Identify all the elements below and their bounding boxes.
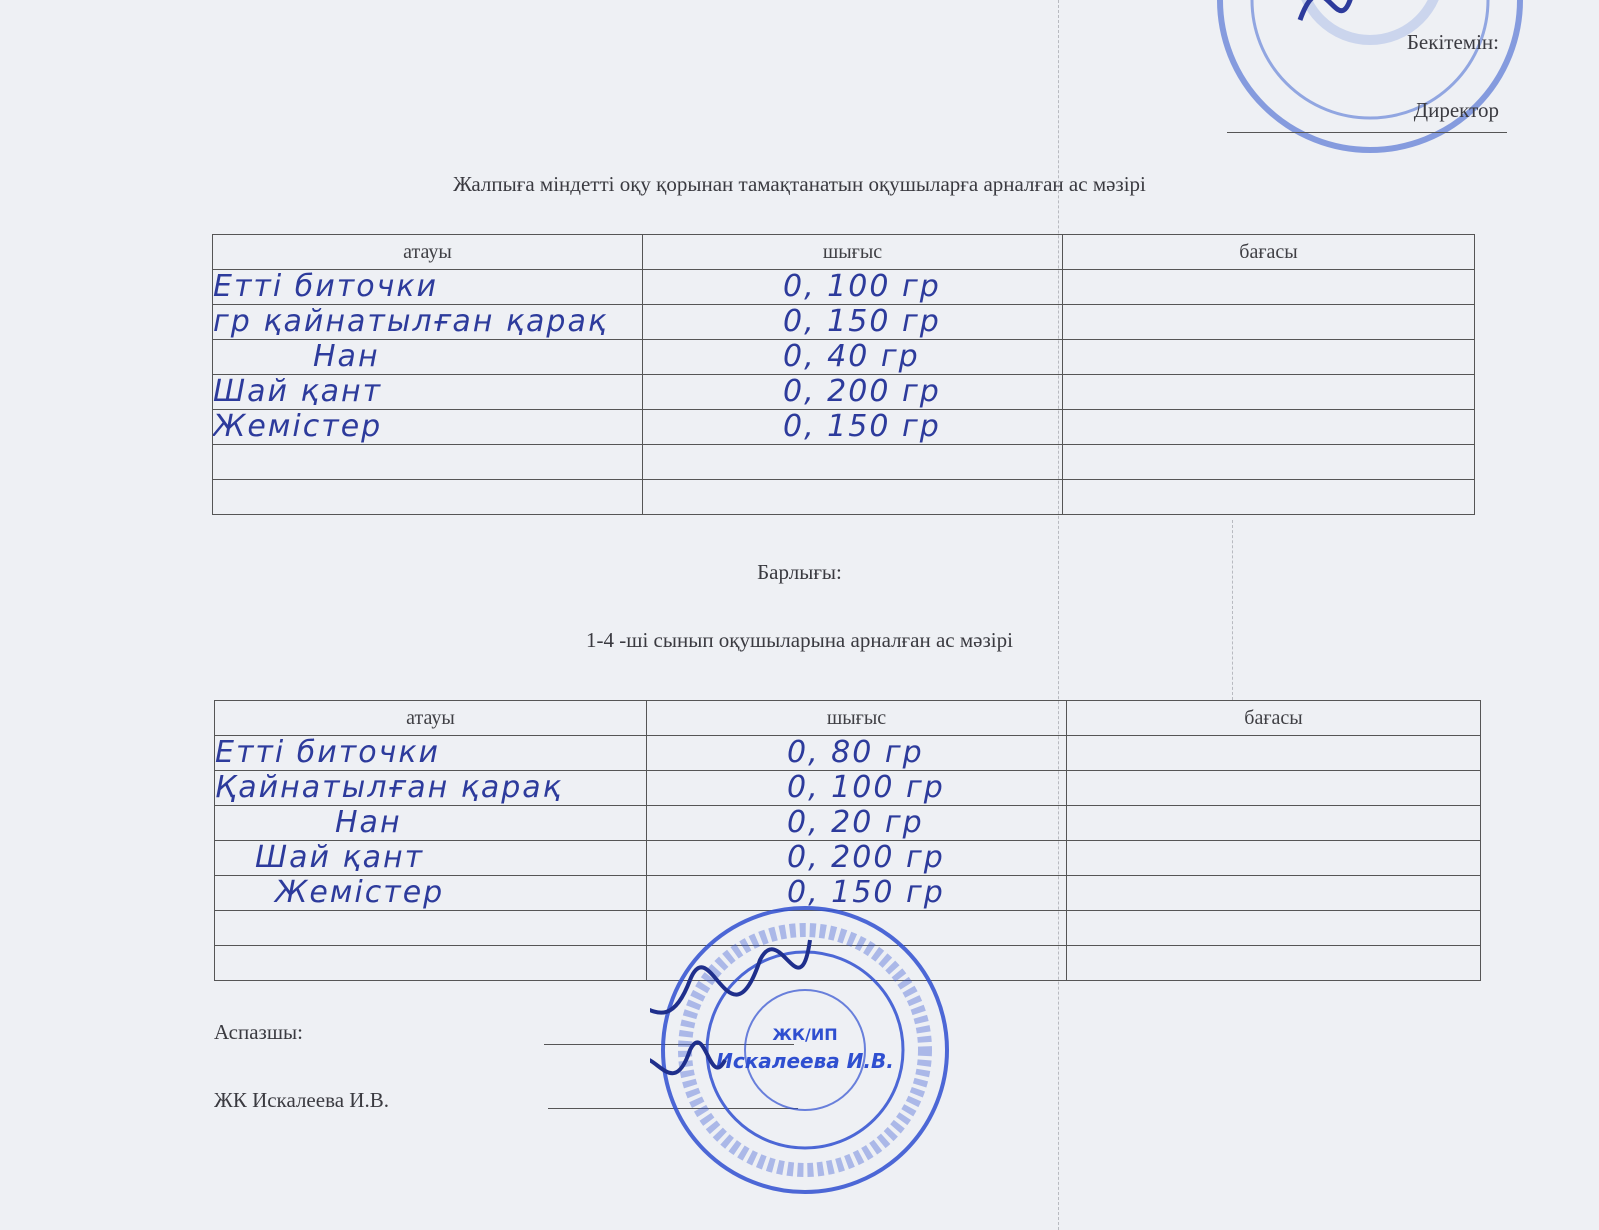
dish-name xyxy=(215,911,647,946)
dish-price xyxy=(1067,841,1481,876)
copy-streak xyxy=(1232,520,1233,700)
dish-price xyxy=(1063,410,1475,445)
dish-price xyxy=(1067,911,1481,946)
dish-price xyxy=(1063,375,1475,410)
dish-qty: 0, 20 гр xyxy=(787,805,924,840)
stamp-center-text-2: Искалеева И.В. xyxy=(716,1049,894,1073)
dish-name xyxy=(215,946,647,981)
table-row xyxy=(213,340,1475,375)
table-row xyxy=(215,771,1481,806)
dish-name: гр қайнатылған қарақ xyxy=(213,304,608,339)
stamp-center-text-1: ЖК/ИП xyxy=(772,1025,838,1044)
dish-qty: 0, 150 гр xyxy=(783,409,941,444)
entrepreneur-seal-icon xyxy=(650,900,960,1200)
table-row xyxy=(215,806,1481,841)
dish-name: Шай қант xyxy=(255,840,425,875)
dish-qty: 0, 200 гр xyxy=(787,840,945,875)
dish-name: Шай қант xyxy=(213,374,383,409)
dish-name: Нан xyxy=(335,805,402,840)
dish-price xyxy=(1063,270,1475,305)
dish-qty: 0, 150 гр xyxy=(783,304,941,339)
menu-table-general xyxy=(212,234,1475,515)
entrepreneur-label: ЖК Искалеева И.В. xyxy=(214,1088,389,1112)
dish-name: Жемістер xyxy=(275,875,445,910)
table-header-row xyxy=(215,701,1481,736)
table-row xyxy=(213,410,1475,445)
dish-price xyxy=(1063,445,1475,480)
column-name-header: атауы xyxy=(215,701,647,736)
dish-qty: 0, 150 гр xyxy=(787,875,945,910)
column-name-header: атауы xyxy=(213,235,643,270)
approved-label: Бекітемін: xyxy=(1406,30,1499,54)
dish-qty: 0, 100 гр xyxy=(783,269,941,304)
dish-price xyxy=(1067,771,1481,806)
dish-qty: 0, 40 гр xyxy=(783,339,920,374)
dish-price xyxy=(1063,305,1475,340)
dish-name: Қайнатылған қарақ xyxy=(215,770,563,805)
dish-name: Етті биточки xyxy=(213,269,438,304)
dish-qty xyxy=(643,445,1063,480)
section1-title: Жалпыға міндетті оқу қорынан тамақтанатын оқушыларға арналған ас мәзірі xyxy=(453,172,1146,196)
dish-qty: 0, 80 гр xyxy=(787,735,924,770)
column-qty-header: шығыс xyxy=(643,235,1063,270)
table-row xyxy=(213,270,1475,305)
column-price-header: бағасы xyxy=(1067,701,1481,736)
table-header-row xyxy=(213,235,1475,270)
column-qty-header: шығыс xyxy=(647,701,1067,736)
director-signature-line xyxy=(1227,132,1507,133)
table-row xyxy=(213,445,1475,480)
table-row xyxy=(213,480,1475,515)
dish-price xyxy=(1067,736,1481,771)
table-row xyxy=(215,841,1481,876)
dish-price xyxy=(1067,876,1481,911)
cook-label: Аспазшы: xyxy=(214,1020,303,1044)
dish-name: Етті биточки xyxy=(215,735,440,770)
dish-qty: 0, 100 гр xyxy=(787,770,945,805)
dish-qty xyxy=(643,480,1063,515)
approval-block xyxy=(1199,8,1499,144)
table-row xyxy=(215,736,1481,771)
dish-name xyxy=(213,480,643,515)
dish-name xyxy=(213,445,643,480)
dish-name: Нан xyxy=(313,339,380,374)
table-row xyxy=(213,305,1475,340)
dish-price xyxy=(1063,340,1475,375)
table-row xyxy=(213,375,1475,410)
dish-name: Жемістер xyxy=(213,409,383,444)
total-label: Барлығы: xyxy=(757,560,842,584)
section2-title: 1-4 -ші сынып оқушыларына арналған ас мәзірі xyxy=(586,628,1013,652)
dish-qty: 0, 200 гр xyxy=(783,374,941,409)
director-label: Директор xyxy=(1413,98,1499,122)
dish-price xyxy=(1067,946,1481,981)
column-price-header: бағасы xyxy=(1063,235,1475,270)
dish-price xyxy=(1063,480,1475,515)
dish-price xyxy=(1067,806,1481,841)
